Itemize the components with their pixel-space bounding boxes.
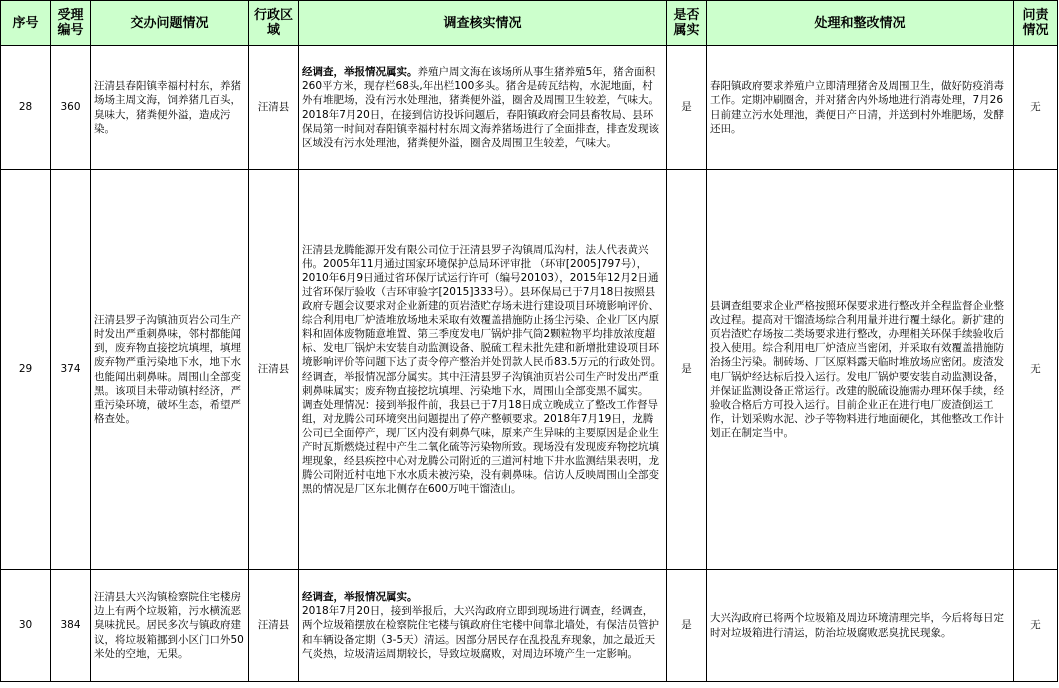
seq-cell: 28 <box>1 46 51 170</box>
issue-cell: 汪清县大兴沟镇检察院住宅楼房边上有两个垃圾箱，污水横流恶臭味扰民。居民多次与镇政府建议，将垃圾箱挪到小区门口外50米处的空地，无果。 <box>91 570 249 682</box>
header-seq: 序号 <box>1 1 51 46</box>
table-row <box>1 570 1058 682</box>
investigation-text: 养殖户周文海在该场所从事生猪养殖5年，猪舍面积260平方米，现存栏68头,年出栏100多头。猪舍是砖瓦结构，水泥地面，村外有堆肥场，没有污水处理池，猪粪便外溢，圈舍及周围卫生较差，气味大。2018年7月20日，在接到信访投诉问题后，春阳镇政府会同县畜牧局、县环保局第一时间对春阳镇幸福村村东周文海养猪场进行了全面排查，排查发现该区域没有污水处理池，猪粪便外溢，圈舍及周围卫生较差，气味大。 <box>302 66 659 149</box>
region-cell: 汪清县 <box>249 170 299 570</box>
header-num: 受理编号 <box>51 1 91 46</box>
is-true-cell: 是 <box>667 46 707 170</box>
num-cell: 374 <box>51 170 91 570</box>
header-true: 是否属实 <box>667 1 707 46</box>
investigation-cell <box>299 170 667 570</box>
accountability-cell: 无 <box>1014 170 1058 570</box>
investigation-cell <box>299 46 667 170</box>
investigation-paragraph: 经调查，举报情况部分属实。其中汪清县罗子沟镇油页岩公司生产时发出严重刺鼻味属实；废弃物直接挖坑填埋、污染地下水，周围山全部变黑不属实。 <box>302 370 659 397</box>
table-row <box>1 170 1058 570</box>
header-handling: 处理和整改情况 <box>707 1 1014 46</box>
header-region: 行政区域 <box>249 1 299 46</box>
handling-cell: 大兴沟政府已将两个垃圾箱及周边环境清理完毕，今后将每日定时对垃圾箱进行清运，防治垃圾腐败恶臭扰民现象。 <box>707 570 1014 682</box>
is-true-cell: 是 <box>667 170 707 570</box>
table-row <box>1 46 1058 170</box>
seq-cell: 29 <box>1 170 51 570</box>
num-cell: 360 <box>51 46 91 170</box>
header-accountability: 问责情况 <box>1014 1 1058 46</box>
region-cell: 汪清县 <box>249 570 299 682</box>
investigation-paragraph: 调查处理情况：接到举报件前，我县已于7月18日成立晚成立了整改工作督导组，对龙腾公司环境突出问题提出了停产整顿要求。2018年7月19日，龙腾公司已全面停产，现厂区内没有刺鼻气味，原来产生异味的主要原因是企业生产时瓦斯燃烧过程中产生二氧化硫等污染物所致。现场没有发现废弃物挖坑填埋现象，经县疾控中心对龙腾公司附近的三道河村地下井水监测结果表明，龙腾公司附近村屯地下水水质未被污染，没有刺鼻味。信访人反映周围山全部变黑的情况是厂区东北侧存在600万吨干馏渣山。 <box>302 398 659 496</box>
handling-cell: 县调查组要求企业严格按照环保要求进行整改并全程监督企业整改过程。提高对干馏渣场综合利用量并进行覆土绿化。新扩建的页岩渣贮存场按二类场要求进行整改，办理相关环保手续验收后投入使用。综合利用电厂炉渣应当密闭，并采取有效覆盖措施防治扬尘污染。制砖场、厂区原料露天临时堆放场应密闭。废渣发电厂锅炉经达标后投入运行。发电厂锅炉要安装自动监测设备，并保证监测设备正常运行。改建的脱硫设施需办理环保手续，经验收合格后方可投入运行。目前企业正在进行电厂废渣倒运工作，计划采购水泥、沙子等物料进行地面硬化，其他整改工作计划正在制定当中。 <box>707 170 1014 570</box>
investigation-cell <box>299 570 667 682</box>
issue-cell: 汪清县罗子沟镇油页岩公司生产时发出严重刺鼻味，邻村都能闻到，废弃物直接挖坑填埋，填埋废弃物严重污染地下水，地下水也能闻出刺鼻味。周围山全部变黑。该项目未带动镇村经济，严重污染环境，破坏生态，希望严格查处。 <box>91 170 249 570</box>
header-row <box>1 1 1058 46</box>
num-cell: 384 <box>51 570 91 682</box>
handling-cell: 春阳镇政府要求养殖户立即清理猪舍及周围卫生，做好防疫消毒工作。定期冲刷圈舍，并对猪舍内外场地进行消毒处理，7月26日前建立污水处理池，粪便日产日清，并送到村外堆肥场，发酵还田。 <box>707 46 1014 170</box>
investigation-lead: 经调查，举报情况属实。 <box>302 591 418 604</box>
investigation-text: 2018年7月20日，接到举报后，大兴沟政府立即到现场进行调查，经调查，两个垃圾箱摆放在检察院住宅楼与镇政府住宅楼中间靠北墙处，有保洁员管护和车辆设备定期（3-5天）清运。因部分居民存在乱投乱弃现象，加之最近天气炎热，垃圾清运周期较长，导致垃圾腐败，对周边环境产生一定影响。 <box>302 605 659 660</box>
investigation-lead: 经调查，举报情况属实。 <box>302 66 418 79</box>
accountability-cell: 无 <box>1014 46 1058 170</box>
investigation-paragraph: 汪清县龙腾能源开发有限公司位于汪清县罗子沟镇周瓜沟村，法人代表黄兴伟。2005年11月通过国家环境保护总局环评审批 （环审[2005]797号），2010年6月9日通过省环保厅试运行许可（编号20103），2015年12月2日通过省环保厅验收（吉环审验字[2015]333号）。县环保局已于7月18日按照县政府专题会议要求对企业新建的页岩渣贮存场未进行建设项目环境影响评价、综合利用电厂炉渣堆放场地未采取有效覆盖措施防止扬尘污染、企业厂区内原料和固体废物随意堆置、第三季度发电厂锅炉排气筒2颗粒物平均排放浓度超标、发电厂锅炉未安装自动监测设备、脱硫工程未批先建和新增批建设项目环境影响评价等问题下达了责令停产整治并处罚款人民币83.5万元的行政处罚。 <box>302 243 662 369</box>
seq-cell: 30 <box>1 570 51 682</box>
accountability-cell: 无 <box>1014 570 1058 682</box>
is-true-cell: 是 <box>667 570 707 682</box>
header-issue: 交办问题情况 <box>91 1 249 46</box>
region-cell: 汪清县 <box>249 46 299 170</box>
header-investigation: 调查核实情况 <box>299 1 667 46</box>
issue-cell: 汪清县春阳镇幸福村村东，养猪场场主周文海，饲养猪几百头，臭味大，猪粪便外溢，造成污染。 <box>91 46 249 170</box>
